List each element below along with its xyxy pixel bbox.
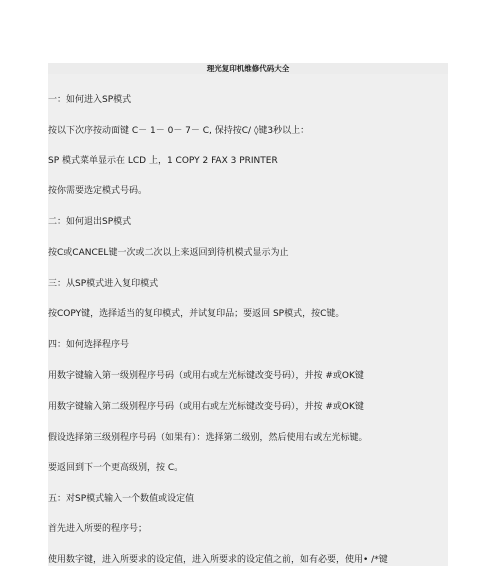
paragraph-line-9: 要返回到下一个更高级别，按 C。 bbox=[48, 463, 184, 473]
document-title: 理光复印机维修代码大全 bbox=[48, 63, 448, 74]
paragraph-line-5: 按COPY键，选择适当的复印模式，并试复印品；要返回 SP模式，按C键。 bbox=[48, 309, 345, 319]
paragraph-line-8: 假设选择第三级别程序号码（如果有）：选择第二级别，然后使用右或左光标键。 bbox=[48, 433, 368, 443]
section-heading-3: 三：从SP模式进入复印模式 bbox=[48, 279, 159, 289]
paragraph-line-6: 用数字键输入第一级别程序号码（或用右或左光标键改变号码），并按 #或OK键 bbox=[48, 371, 364, 381]
paragraph-line-11: 使用数字键，进入所要求的设定值，进入所要求的设定值之前，如有必要，使用• /*键 bbox=[48, 555, 388, 565]
section-heading-2: 二：如何退出SP模式 bbox=[48, 217, 132, 227]
paragraph-line-2: SP 模式菜单显示在 LCD 上，1 COPY 2 FAX 3 PRINTER bbox=[48, 156, 278, 166]
paragraph-line-10: 首先进入所要的程序号； bbox=[48, 524, 148, 534]
section-heading-5: 五：对SP模式输入一个数值或设定值 bbox=[48, 494, 195, 504]
paragraph-line-7: 用数字键输入第二级别程序号码（或用右或左光标键改变号码），并按 #或OK键 bbox=[48, 402, 364, 412]
paragraph-line-1: 按以下次序按动面键 C－ 1－ 0－ 7－ C, 保持按C/ ◊键3秒以上： bbox=[48, 126, 310, 136]
section-heading-1: 一：如何进入SP模式 bbox=[48, 95, 132, 105]
paragraph-line-3: 按你需要选定模式号码。 bbox=[48, 186, 148, 196]
section-heading-4: 四：如何选择程序号 bbox=[48, 340, 130, 350]
paragraph-line-4: 按C或CANCEL键一次或二次以上来返回到待机模式显示为止 bbox=[48, 248, 289, 258]
